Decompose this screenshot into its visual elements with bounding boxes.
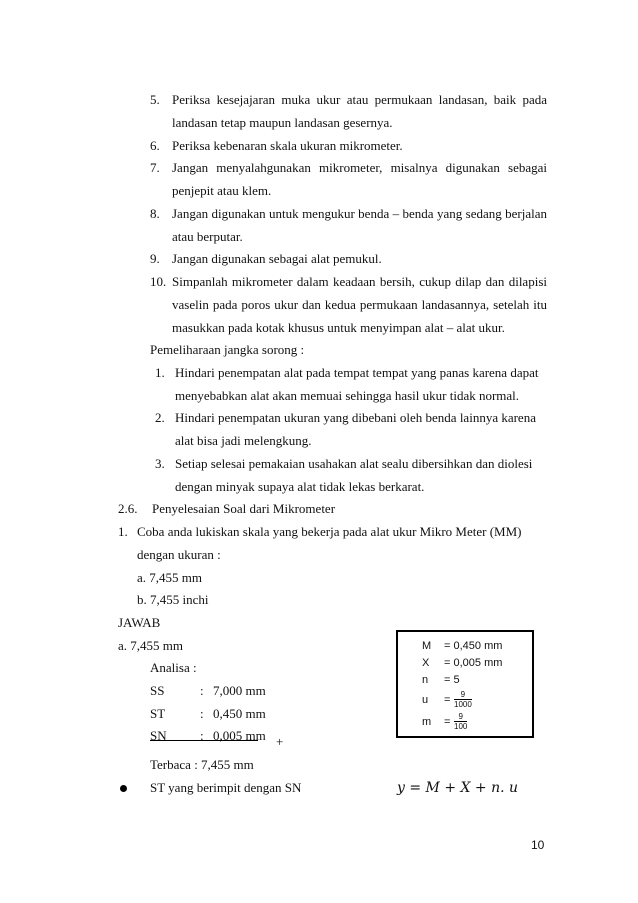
list-item-text: landasan tetap maupun landasan gesernya.: [172, 115, 393, 130]
list-item-number: 9.: [150, 251, 160, 266]
analysis-key: ST: [150, 706, 166, 721]
list-item-number: 3.: [155, 456, 165, 471]
list-item-number: 1.: [155, 365, 165, 380]
analysis-value: 0,005 mm: [213, 728, 266, 743]
list-item-text: Simpanlah mikrometer dalam keadaan bersih, cukup dilap dan dilapisi: [172, 274, 547, 289]
question-option-a: a. 7,455 mm: [137, 570, 202, 585]
list-item-number: 5.: [150, 92, 160, 107]
variable-row-u: [398, 690, 532, 710]
list-item-text: atau berputar.: [172, 229, 243, 244]
variable-key: n: [422, 674, 429, 686]
list-item-text: Jangan digunakan untuk mengukur benda – benda yang sedang berjalan: [172, 206, 547, 221]
list-item-text: vaselin pada poros ukur dan kedua permukaan landasannya, setelah itu: [172, 297, 547, 312]
list-item-text: Jangan menyalahgunakan mikrometer, misalnya digunakan sebagai: [172, 160, 547, 175]
list-item-text: Hindari penempatan ukuran yang dibebani oleh benda lainnya karena: [175, 410, 536, 425]
section-number: 2.6.: [118, 501, 138, 516]
sum-rule: [150, 740, 258, 741]
formula: y = M + X + n. u: [397, 780, 519, 796]
list-item-number: 8.: [150, 206, 160, 221]
list-item-text: dengan minyak supaya alat tidak lekas berkarat.: [175, 479, 425, 494]
question-option-b: b. 7,455 inchi: [137, 592, 209, 607]
variable-value: = 0,005 mm: [444, 657, 503, 669]
list-item-text: Setiap selesai pemakaian usahakan alat sealu dibersihkan dan diolesi: [175, 456, 533, 471]
list-item-number: 7.: [150, 160, 160, 175]
variable-value: = 0,450 mm: [444, 640, 503, 652]
bullet-text: ST yang berimpit dengan SN: [150, 780, 302, 795]
fraction-denominator: 1000: [454, 700, 472, 709]
analysis-colon: :: [200, 683, 204, 698]
list-item-number: 10.: [150, 274, 167, 289]
variable-key: M: [422, 640, 432, 652]
answer-heading: JAWAB: [118, 615, 161, 630]
answer-part-a: a. 7,455 mm: [118, 638, 183, 653]
fraction: [454, 690, 472, 709]
variables-box: [396, 630, 534, 738]
variable-key: X: [422, 657, 430, 669]
variable-key: m: [422, 716, 432, 728]
section-title: Penyelesaian Soal dari Mikrometer: [152, 501, 336, 516]
list-item-text: masukkan pada kotak khusus untuk menyimpan alat – alat ukur.: [172, 320, 505, 335]
variable-equals: =: [444, 694, 451, 706]
list-item-number: 6.: [150, 138, 160, 153]
analysis-key: SS: [150, 683, 165, 698]
variable-value: = 5: [444, 674, 460, 686]
list-item-text: Jangan digunakan sebagai alat pemukul.: [172, 251, 382, 266]
question-number: 1.: [118, 524, 128, 539]
analysis-value: 7,000 mm: [213, 683, 266, 698]
variable-row-m-lower: [398, 712, 532, 732]
fraction: [454, 712, 467, 731]
plus-sign: +: [276, 734, 284, 749]
fraction-numerator: 9: [458, 712, 463, 721]
total-reading: Terbaca : 7,455 mm: [150, 757, 254, 772]
list-item-number: 2.: [155, 410, 165, 425]
list-item-text: Periksa kebenaran skala ukuran mikrometer.: [172, 138, 403, 153]
analysis-key: SN: [150, 728, 167, 743]
fraction-denominator: 100: [454, 722, 468, 731]
question-text: Coba anda lukiskan skala yang bekerja pada alat ukur Mikro Meter (MM): [137, 524, 522, 539]
variable-key: u: [422, 694, 429, 706]
question-text: dengan ukuran :: [137, 547, 221, 562]
analysis-value: 0,450 mm: [213, 706, 266, 721]
variable-equals: =: [444, 716, 451, 728]
list-item-text: Periksa kesejajaran muka ukur atau permukaan landasan, baik pada: [172, 92, 547, 107]
analysis-colon: :: [200, 706, 204, 721]
list-item-text: alat bisa jadi melengkung.: [175, 433, 312, 448]
list-item-text: penjepit atau klem.: [172, 183, 272, 198]
analysis-label: Analisa :: [150, 660, 197, 675]
care-heading: Pemeliharaan jangka sorong :: [150, 342, 305, 357]
list-item-text: menyebabkan alat akan memuai sehingga hasil ukur tidak normal.: [175, 388, 520, 403]
list-item-text: Hindari penempatan alat pada tempat tempat yang panas karena dapat: [175, 365, 539, 380]
page-number: 10: [531, 838, 545, 852]
bullet-icon: [120, 785, 127, 792]
analysis-colon: :: [200, 728, 204, 743]
fraction-numerator: 9: [460, 690, 466, 699]
